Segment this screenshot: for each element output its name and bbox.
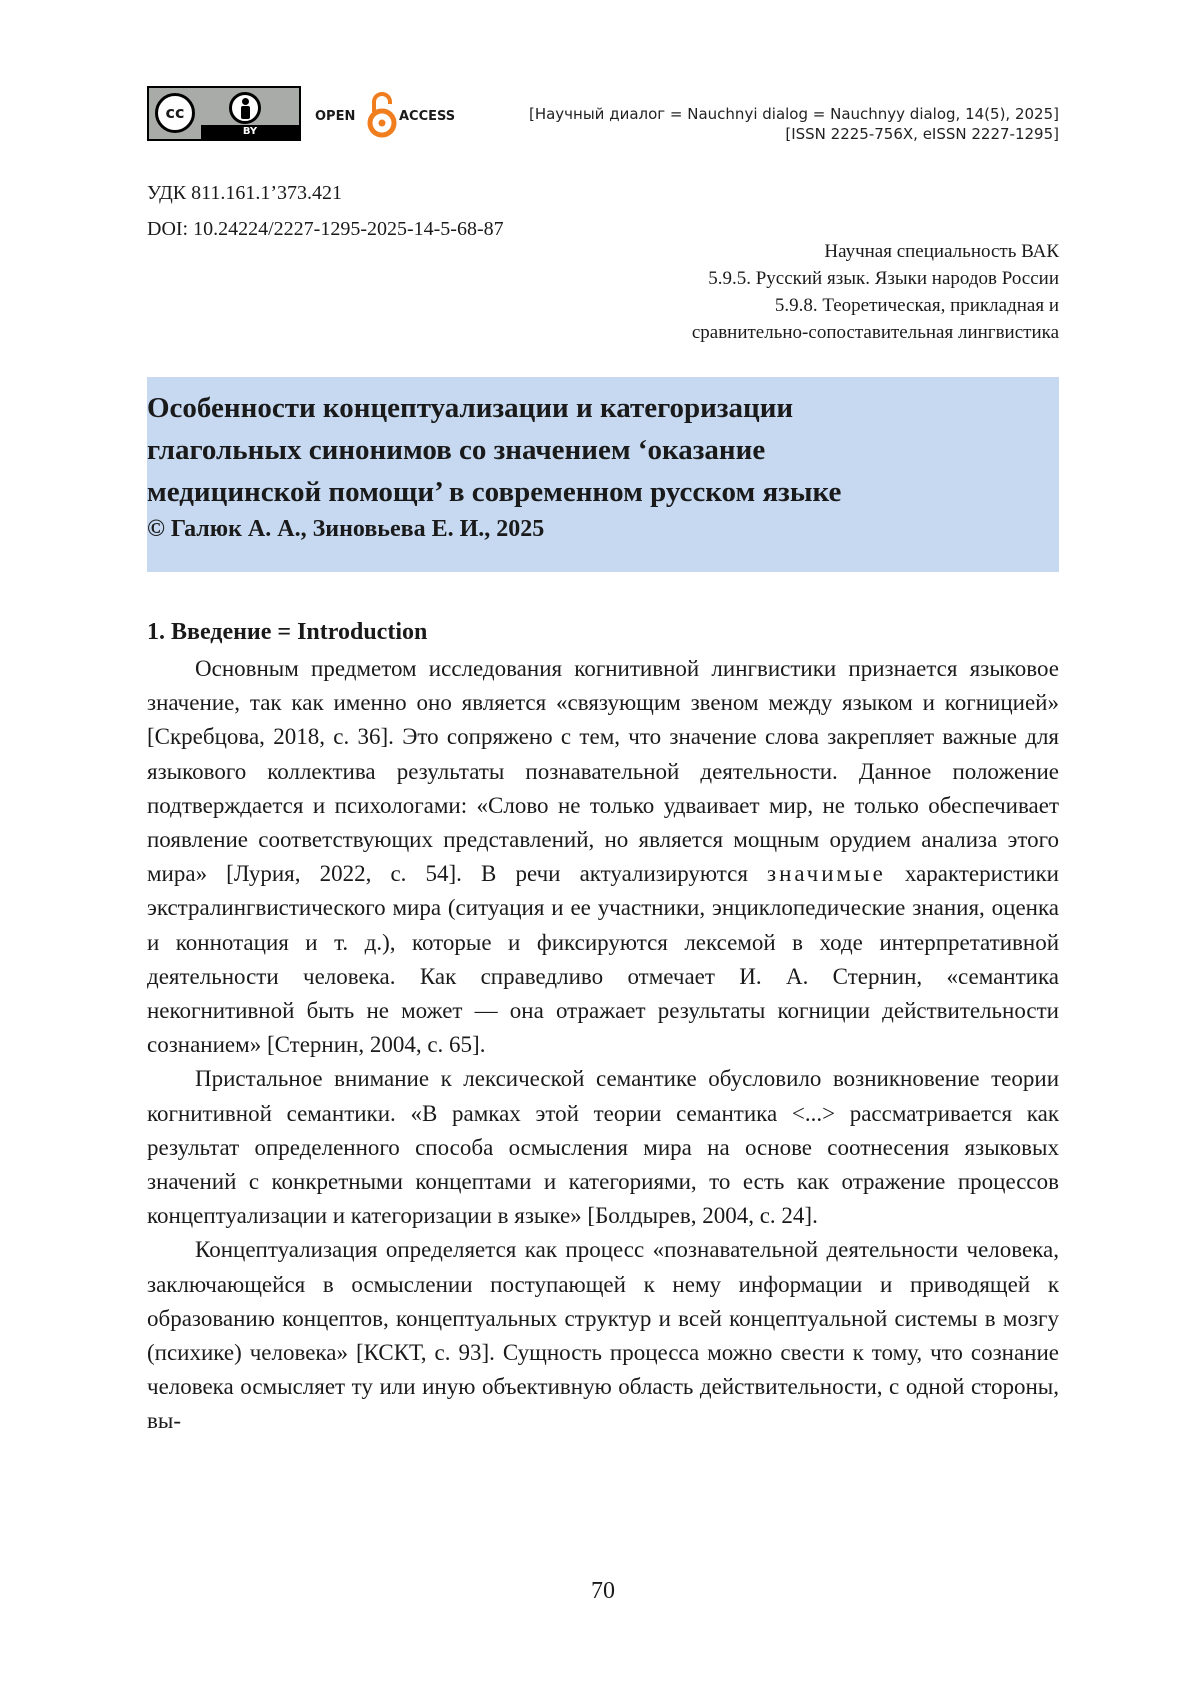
specialty-item-2b: сравнительно-сопоставительная лингвистика	[691, 322, 1059, 343]
specialty-item-2a: 5.9.8. Теоретическая, прикладная и	[774, 295, 1059, 316]
open-lock-icon	[367, 90, 397, 138]
paragraph-2: Пристальное внимание к лексической семантике обусловило возникновение теории когнитивной семантики. «В рамках этой теории семантика <...> рассматривается как результат определенного способа осмысления мира на основе соотнесения языковых значений с конкретными концептами и категориями, то есть как отражение процессов концептуализации и категоризации в языке» [Болдырев, 2004, с. 24].	[147, 1066, 1059, 1229]
paragraph-1-part-a: Основным предметом исследования когнитивной лингвистики признается языковое значение, так как именно оно является «связующим звеном между языком и когницией» [Скребцова, 2018, с. 36]. Это сопряжено с тем, что значение слова закрепляет важные для языкового коллектива результаты познавательной деятельности. Данное положение подтверждается и психологами: «Слово не только удваивает мир, не только обеспечивает появление соответствующих представлений, но является мощным орудием анализа этого мира» [Лурия, 2022, с. 54]. В речи актуализируются	[147, 656, 1059, 887]
journal-citation	[529, 104, 1059, 144]
paragraph-1-spaced-word: значимые	[767, 861, 886, 887]
title-line-3: медицинской помощи’ в современном русском языке	[147, 476, 842, 508]
open-access-left-text: OPEN	[315, 109, 356, 124]
authors-copyright: © Галюк А. А., Зиновьева Е. И., 2025	[147, 516, 545, 542]
by-label: BY	[201, 125, 299, 139]
specialty-title: Научная специальность ВАК	[824, 241, 1059, 262]
cc-icon: cc	[155, 93, 195, 133]
body-text	[147, 652, 1059, 1439]
specialty-item-1: 5.9.5. Русский язык. Языки народов России	[708, 268, 1059, 289]
article-title	[147, 387, 1047, 513]
specialty-block	[692, 238, 1059, 346]
journal-citation-line2: [ISSN 2225-756X, eISSN 2227-1295]	[785, 125, 1059, 143]
identifiers-block	[147, 175, 504, 247]
title-box	[147, 377, 1059, 572]
page-number: 70	[591, 1578, 615, 1604]
open-access-logo	[315, 90, 465, 140]
page-header	[147, 86, 1059, 146]
udk-code: УДК 811.161.1’373.421	[147, 182, 343, 204]
paragraph-1	[147, 652, 1059, 1062]
section-heading: 1. Введение = Introduction	[147, 619, 428, 645]
open-access-right-text: ACCESS	[399, 109, 456, 124]
journal-citation-line1: [Научный диалог = Nauchnyi dialog = Nauchnyy dialog, 14(5), 2025]	[528, 105, 1059, 123]
title-line-2: глагольных синонимов со значением ‘оказание	[147, 434, 766, 466]
attribution-person-icon	[229, 92, 261, 124]
cc-by-license-badge[interactable]	[147, 86, 301, 141]
paragraph-1-part-b: характеристики экстралингвистического мира (ситуация и ее участники, энциклопедические знания, оценка и коннотация и т. д.), которые и фиксируются лексемой в ходе интерпретативной деятельности человека. Как справедливо отмечает И. А. Стернин, «семантика некогнитивной быть не может — она отражает результаты когниции действительности сознанием» [Стернин, 2004, с. 65].	[147, 861, 1059, 1058]
doi[interactable]: DOI: 10.24224/2227-1295-2025-14-5-68-87	[147, 218, 504, 240]
title-line-1: Особенности концептуализации и категоризации	[147, 392, 794, 424]
paragraph-3: Концептуализация определяется как процесс «познавательной деятельности человека, заключающейся в осмыслении поступающей к нему информации и приводящей к образованию концептов, концептуальных структур и всей концептуальной системы в мозгу (психике) человека» [КСКТ, с. 93]. Сущность процесса можно свести к тому, что сознание человека осмысляет ту или иную объективную область действительности, с одной стороны, вы-	[147, 1237, 1059, 1434]
